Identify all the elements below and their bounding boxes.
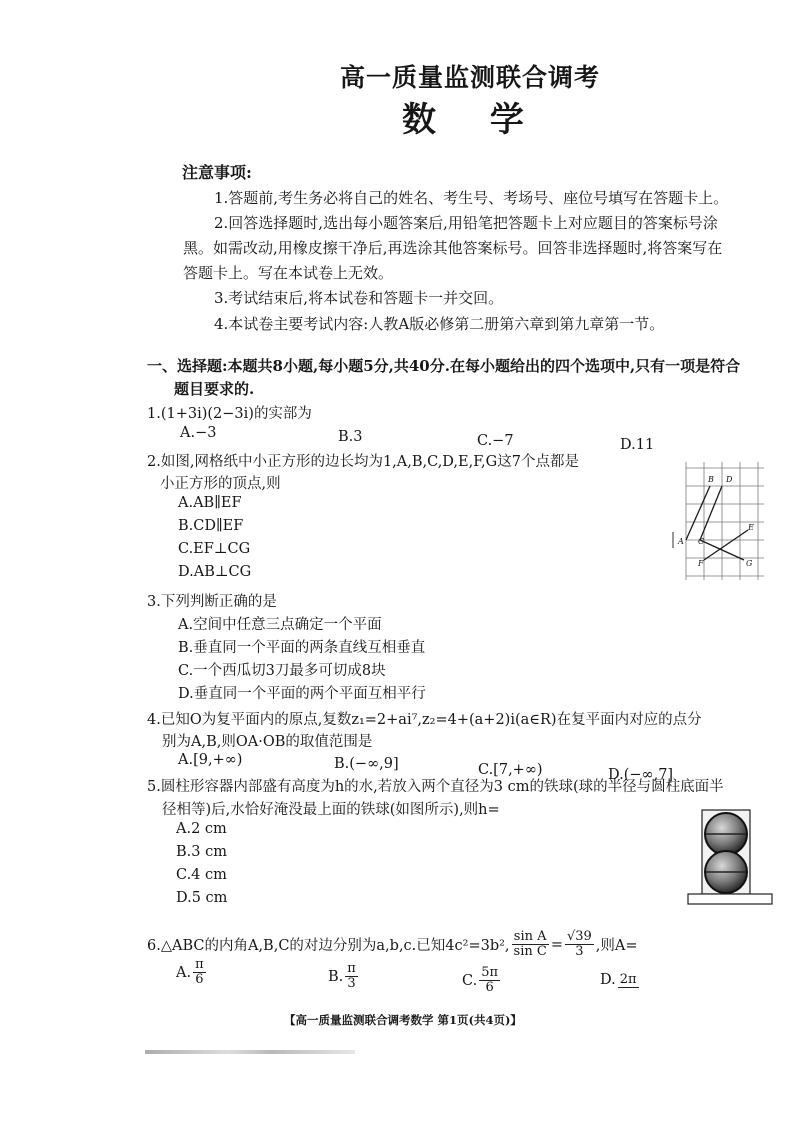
label-f: F [698, 559, 704, 568]
notice-item: 黑。如需改动,用橡皮擦干净后,再选涂其他答案标号。回答非选择题时,将答案写在 [183, 239, 723, 257]
question-3-stem: 3.下列判断正确的是 [147, 594, 277, 610]
question-5-stem-cont: 径相等)后,水恰好淹没最上面的铁球(如图所示),则h= [162, 802, 500, 818]
question-2-option-d: D.AB⊥CG [178, 564, 252, 580]
question-5-option-c: C.4 cm [176, 867, 227, 883]
notice-item: 4.本试卷主要考试内容:人教A版必修第二册第六章到第九章第一节。 [214, 315, 665, 333]
question-4-option-d: D.(−∞,7] [608, 767, 674, 783]
question-1-option-a: A.−3 [180, 425, 217, 441]
section-heading-cont: 题目要求的. [174, 380, 255, 398]
page-footer: 【高一质量监测联合调考数学 第1页(共4页)】 [284, 1013, 522, 1027]
exam-title: 高一质量监测联合调考 [340, 63, 601, 92]
question-3-option-a: A.空间中任意三点确定一个平面 [178, 617, 382, 633]
grid-figure [672, 460, 772, 585]
notice-item: 3.考试结束后,将本试卷和答题卡一并交回。 [214, 289, 504, 307]
option-label: D. [600, 972, 616, 988]
question-6-stem [147, 930, 638, 959]
question-1-stem: 1.(1+3i)(2−3i)的实部为 [147, 406, 312, 422]
scan-smudge [145, 1050, 355, 1054]
fraction-numerator: sin A [513, 929, 547, 944]
figure-segments [686, 486, 748, 560]
sine-ratio-fraction [512, 930, 549, 959]
cylinder-spheres-figure [684, 808, 776, 908]
question-5-option-a: A.2 cm [176, 821, 227, 837]
fraction-denominator: 3 [347, 976, 356, 991]
label-e: E [748, 523, 754, 532]
fraction-numerator: π [195, 957, 204, 972]
base [688, 894, 772, 904]
question-1-option-c: C.−7 [477, 433, 514, 449]
question-2-stem-cont: 小正方形的顶点,则 [160, 476, 281, 492]
option-label: A. [176, 964, 192, 981]
question-6-stem-pre: 6.△ABC的内角A,B,C的对边分别为a,b,c.已知4c²=3b², [147, 938, 510, 954]
option-label: C. [462, 972, 478, 989]
question-5-option-d: D.5 cm [176, 890, 228, 906]
fraction-denominator: 6 [195, 972, 204, 987]
fraction-numerator: π [347, 961, 356, 976]
fraction-numerator: √39 [566, 929, 592, 944]
question-1-option-b: B.3 [338, 429, 363, 445]
label-c: C [698, 537, 705, 546]
question-3-option-c: C.一个西瓜切3刀最多可切成8块 [178, 663, 386, 679]
question-6-option-a [176, 958, 208, 987]
question-4-option-a: A.[9,+∞) [178, 752, 243, 768]
fraction-denominator: 3 [575, 944, 584, 959]
question-5-stem: 5.圆柱形容器内部盛有高度为h的水,若放入两个直径为3 cm的铁球(球的半径与圆柱底面半 [147, 779, 724, 795]
label-g: G [746, 559, 753, 568]
question-5-option-b: B.3 cm [176, 844, 227, 860]
question-2-option-b: B.CD∥EF [178, 518, 244, 534]
option-label: B. [328, 968, 344, 985]
question-4-stem: 4.已知O为复平面内的原点,复数z₁=2+ai⁷,z₂=4+(a+2)i(a∈R)在复平面内对应的点分 [147, 712, 702, 728]
notice-item: 1.答题前,考生务必将自己的姓名、考生号、考场号、座位号填写在答题卡上。 [214, 189, 729, 207]
question-4-option-b: B.(−∞,9] [334, 756, 399, 772]
label-b: B [708, 475, 714, 484]
question-4-stem-cont: 别为A,B,则OA·OB的取值范围是 [162, 734, 373, 750]
question-6-stem-post: ,则A= [595, 938, 638, 954]
question-6-option-c [462, 966, 502, 995]
subject-title: 数 学 [402, 100, 526, 140]
label-d: D [726, 475, 733, 484]
equals-sign: = [550, 936, 563, 953]
segment-ab [686, 486, 710, 540]
segment-cd [700, 486, 722, 540]
fraction-numerator: 2π [619, 971, 637, 987]
fraction-denominator: 6 [485, 980, 494, 995]
notice-item: 2.回答选择题时,选出每小题答案后,用铅笔把答题卡上对应题目的答案标号涂 [214, 214, 718, 232]
question-1-option-d: D.11 [620, 437, 655, 453]
section-heading: 一、选择题:本题共8小题,每小题5分,共40分.在每小题给出的四个选项中,只有一项是符合 [147, 357, 741, 375]
notice-item: 答题卡上。写在本试卷上无效。 [183, 264, 394, 282]
question-4-option-c: C.[7,+∞) [478, 762, 543, 778]
question-6-option-d [600, 972, 641, 988]
fraction-numerator: 5π [481, 965, 499, 980]
question-3-option-b: B.垂直同一个平面的两条直线互相垂直 [178, 640, 426, 656]
question-2-option-c: C.EF⊥CG [178, 541, 251, 557]
question-2-option-a: A.AB∥EF [178, 495, 242, 511]
notice-heading: 注意事项: [182, 163, 252, 182]
fraction-denominator: sin C [513, 944, 547, 959]
root-fraction [565, 930, 594, 959]
question-3-option-d: D.垂直同一个平面的两个平面互相平行 [178, 686, 426, 702]
question-2-stem: 2.如图,网格纸中小正方形的边长均为1,A,B,C,D,E,F,G这7个点都是 [147, 454, 579, 470]
label-a: A [678, 537, 684, 546]
question-6-option-b [328, 962, 360, 991]
